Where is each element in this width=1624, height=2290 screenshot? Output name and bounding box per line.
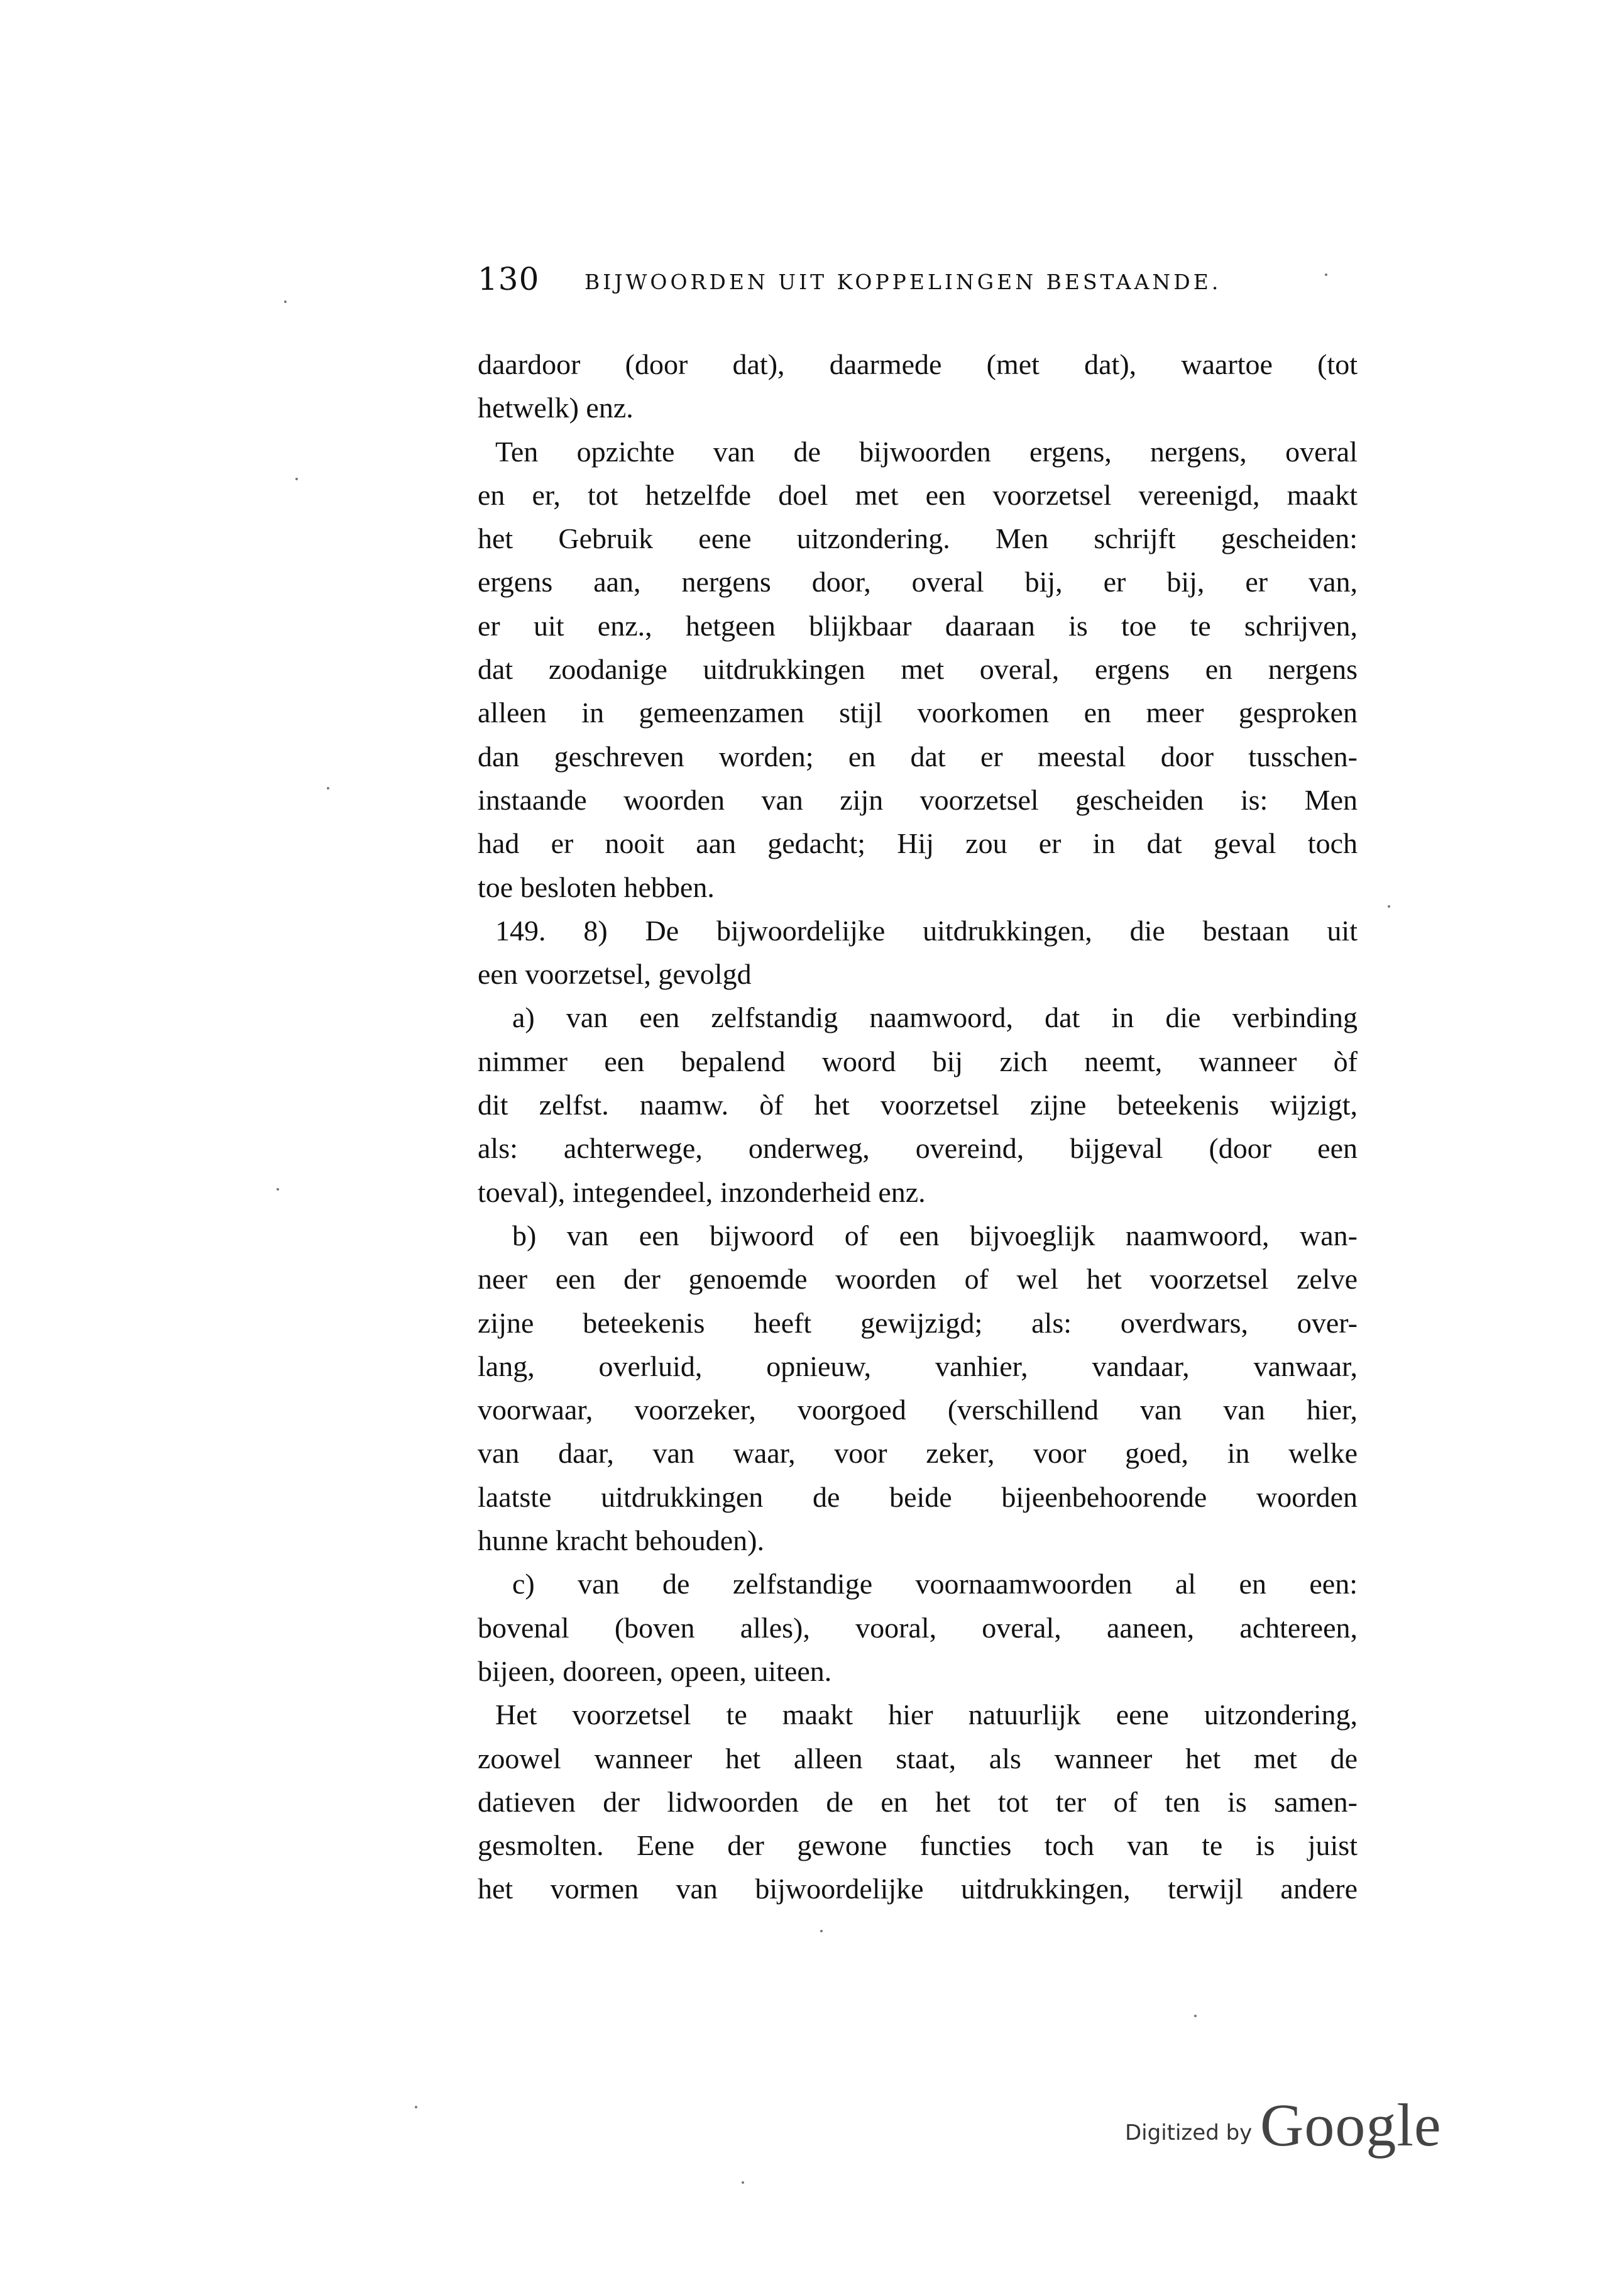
- running-head: BIJWOORDEN UIT KOPPELINGEN BESTAANDE.: [584, 270, 1222, 294]
- digitized-by-label: Digitized by: [1125, 2120, 1253, 2145]
- section-number-line: 149. 8) De bijwoordelijke uitdrukkingen, die bestaan uit: [495, 914, 1358, 947]
- text-line: Het voorzetsel te maakt hier natuurlijk eene uitzondering,: [495, 1698, 1358, 1731]
- text-line: ergens aan, nergens door, overal bij, er bij, er van,: [478, 566, 1358, 598]
- scan-speck: [742, 2181, 744, 2184]
- text-line: nimmer een bepalend woord bij zich neemt, wanneer òf: [478, 1045, 1358, 1077]
- scan-speck: [1388, 905, 1390, 908]
- text-line: laatste uitdrukkingen de beide bijeenbehoorende woorden: [478, 1480, 1358, 1513]
- text-line: gesmolten. Eene der gewone functies toch van te is juist: [478, 1829, 1358, 1862]
- scan-speck: [295, 478, 298, 480]
- text-line: daardoor (door dat), daarmede (met dat), waartoe (tot: [478, 348, 1358, 380]
- text-line: toe besloten hebben.: [478, 871, 715, 903]
- text-line: toeval), integendeel, inzonderheid enz.: [478, 1175, 926, 1208]
- text-line: lang, overluid, opnieuw, vanhier, vandaar, vanwaar,: [478, 1350, 1358, 1382]
- text-line: alleen in gemeenzamen stijl voorkomen en meer gesproken: [478, 696, 1358, 729]
- text-line: en er, tot hetzelfde doel met een voorzetsel vereenigd, maakt: [478, 478, 1358, 511]
- page-number: 130: [478, 261, 540, 297]
- text-line: neer een der genoemde woorden of wel het voorzetsel zelve: [478, 1263, 1358, 1296]
- text-line: bijeen, dooreen, opeen, uiteen.: [478, 1654, 832, 1687]
- text-line: a) van een zelfstandig naamwoord, dat in die verbinding: [512, 1001, 1358, 1034]
- text-line: Ten opzichte van de bijwoorden ergens, nergens, overal: [495, 435, 1358, 468]
- text-line: hetwelk) enz.: [478, 392, 634, 424]
- scan-speck: [415, 2106, 417, 2108]
- text-line: c) van de zelfstandige voornaamwoorden al en een:: [512, 1568, 1358, 1600]
- text-line: datieven der lidwoorden de en het tot ter of ten is samen-: [478, 1785, 1358, 1818]
- digitized-by-google-watermark: [1125, 2091, 1477, 2159]
- text-line: dit zelfst. naamw. òf het voorzetsel zijne beteekenis wijzigt,: [478, 1089, 1358, 1121]
- body-text: [478, 343, 1358, 1911]
- text-line: dan geschreven worden; en dat er meestal door tusschen-: [478, 740, 1358, 773]
- text-line: voorwaar, voorzeker, voorgoed (verschillend van van hier,: [478, 1394, 1358, 1426]
- text-line: er uit enz., hetgeen blijkbaar daaraan is toe te schrijven,: [478, 609, 1358, 642]
- text-line: instaande woorden van zijn voorzetsel gescheiden is: Men: [478, 783, 1358, 816]
- text-line: zijne beteekenis heeft gewijzigd; als: overdwars, over-: [478, 1306, 1358, 1339]
- scan-speck: [1325, 273, 1327, 276]
- text-line: als: achterwege, onderweg, overeind, bijgeval (door een: [478, 1132, 1358, 1165]
- text-line: hunne kracht behouden).: [478, 1524, 765, 1557]
- text-line: het vormen van bijwoordelijke uitdrukkingen, terwijl andere: [478, 1873, 1358, 1905]
- text-line: bovenal (boven alles), vooral, overal, aaneen, achtereen,: [478, 1611, 1358, 1644]
- page-header: [478, 261, 1370, 305]
- scan-speck: [327, 787, 329, 790]
- scan-speck: [820, 1930, 823, 1932]
- text-line: het Gebruik eene uitzondering. Men schrijft gescheiden:: [478, 522, 1358, 555]
- text-line: dat zoodanige uitdrukkingen met overal, ergens en nergens: [478, 653, 1358, 686]
- text-line: had er nooit aan gedacht; Hij zou er in dat geval toch: [478, 827, 1358, 860]
- google-logo: Google: [1260, 2091, 1442, 2159]
- text-line: zoowel wanneer het alleen staat, als wanneer het met de: [478, 1742, 1358, 1775]
- text-line: een voorzetsel, gevolgd: [478, 958, 752, 991]
- scan-speck: [277, 1188, 279, 1191]
- text-line: b) van een bijwoord of een bijvoeglijk naamwoord, wan-: [512, 1219, 1358, 1252]
- scan-speck: [1194, 2015, 1197, 2017]
- scan-speck: [284, 300, 287, 303]
- text-line: van daar, van waar, voor zeker, voor goed, in welke: [478, 1437, 1358, 1470]
